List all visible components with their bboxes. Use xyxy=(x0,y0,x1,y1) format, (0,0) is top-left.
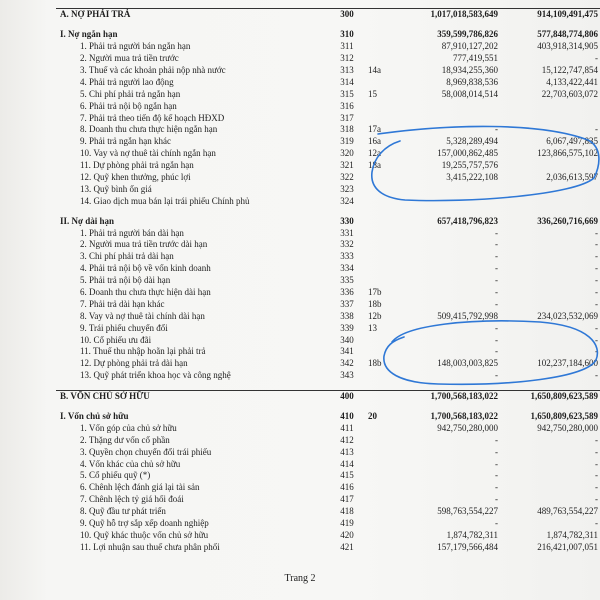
line-item-code: 341 xyxy=(340,346,354,357)
line-item-row xyxy=(56,287,600,299)
line-item-note xyxy=(366,458,404,470)
line-item-note xyxy=(366,239,404,251)
value-current-period: 8,969,838,536 xyxy=(446,76,498,87)
line-item-row xyxy=(56,482,600,494)
line-item-note xyxy=(366,41,404,53)
value-current-period: - xyxy=(495,251,498,262)
line-item-code xyxy=(328,21,366,29)
line-item-name: 11. Lợi nhuận sau thuế chưa phân phối xyxy=(80,541,220,552)
line-item-row xyxy=(56,275,600,287)
line-item-name: 13. Quỹ bình ổn giá xyxy=(80,183,152,194)
line-item-name: 6. Phải trả nội bộ ngắn hạn xyxy=(80,100,177,111)
value-prior-period: 102,237,184,600 xyxy=(537,358,598,369)
line-item-code: 323 xyxy=(340,183,354,194)
line-item-row xyxy=(56,65,600,77)
line-item-name: 11. Dự phòng phải trả ngắn hạn xyxy=(80,160,194,171)
value-prior-period: 6,067,497,835 xyxy=(546,136,598,147)
value-prior-period: - xyxy=(595,298,598,309)
line-item-name: I. Vốn chủ sở hữu xyxy=(60,411,129,421)
line-item-row xyxy=(56,148,600,160)
value-current-period xyxy=(404,21,500,29)
line-item-name: 12. Dự phòng phải trả dài hạn xyxy=(80,358,188,369)
value-prior-period: - xyxy=(595,334,598,345)
value-prior-period: - xyxy=(595,275,598,286)
value-prior-period: 2,036,613,597 xyxy=(546,171,598,182)
line-item-code: 412 xyxy=(340,434,354,445)
value-prior-period: - xyxy=(595,53,598,64)
value-current-period xyxy=(404,195,500,207)
balance-sheet-table xyxy=(56,8,600,553)
line-item-note xyxy=(366,183,404,195)
value-current-period: - xyxy=(495,434,498,445)
line-item-code: 417 xyxy=(340,494,354,505)
line-item-code: 321 xyxy=(340,160,354,171)
line-item-note xyxy=(366,530,404,542)
line-item-row xyxy=(56,88,600,100)
line-item-name: 10. Quỹ khác thuộc vốn chủ sở hữu xyxy=(80,529,209,540)
line-item-row xyxy=(56,494,600,506)
value-current-period xyxy=(404,112,500,124)
line-item-note: 18a xyxy=(368,160,381,171)
line-item-name: 1. Phải trả người bán dài hạn xyxy=(80,227,184,238)
line-item-code xyxy=(328,403,366,411)
value-current-period: - xyxy=(495,518,498,529)
value-current-period: 657,418,796,823 xyxy=(437,215,498,226)
line-item-row xyxy=(56,423,600,435)
line-item-code: 411 xyxy=(340,422,354,433)
value-current-period: - xyxy=(495,346,498,357)
value-prior-period xyxy=(500,195,600,207)
line-item-note xyxy=(366,494,404,506)
line-item-name: II. Nợ dài hạn xyxy=(60,215,115,226)
value-prior-period xyxy=(500,160,600,172)
value-current-period xyxy=(404,207,500,215)
value-current-period: - xyxy=(495,286,498,297)
line-item-note xyxy=(366,470,404,482)
value-current-period: 598,763,554,227 xyxy=(437,506,498,517)
line-item-note xyxy=(366,423,404,435)
line-item-note xyxy=(366,21,404,29)
value-current-period: - xyxy=(495,482,498,493)
line-item-code: 419 xyxy=(340,518,354,529)
page-number: Trang 2 xyxy=(284,573,316,584)
line-item-note: 12b xyxy=(368,310,382,321)
value-prior-period: - xyxy=(595,434,598,445)
line-item-code: 319 xyxy=(340,136,354,147)
value-prior-period xyxy=(500,100,600,112)
line-item-code: 413 xyxy=(340,446,354,457)
line-item-code: 339 xyxy=(340,322,354,333)
line-item-name: 1. Phải trả người bán ngắn hạn xyxy=(80,41,191,52)
line-item-name: 5. Phải trả nội bộ dài hạn xyxy=(80,275,171,286)
line-item-name: 12. Quỹ khen thưởng, phúc lợi xyxy=(80,171,191,182)
value-current-period: 5,328,289,494 xyxy=(446,136,498,147)
line-item-name: B. VỐN CHỦ SỞ HỮU xyxy=(56,390,328,402)
value-current-period: 777,419,551 xyxy=(453,53,498,64)
line-item-name: 3. Chi phí phải trả dài hạn xyxy=(80,251,174,262)
line-item-code: 340 xyxy=(340,334,354,345)
value-current-period: 942,750,280,000 xyxy=(437,422,498,433)
value-prior-period xyxy=(500,403,600,411)
value-prior-period: - xyxy=(595,263,598,274)
line-item-code: 421 xyxy=(340,541,354,552)
value-prior-period: - xyxy=(595,227,598,238)
line-item-code: 324 xyxy=(340,195,354,206)
line-item-name: 10. Cổ phiếu ưu đãi xyxy=(80,334,152,345)
value-prior-period: 4,133,422,441 xyxy=(546,76,598,87)
value-prior-period: 577,848,774,806 xyxy=(537,29,598,40)
value-current-period xyxy=(404,382,500,391)
line-item-code: 318 xyxy=(340,124,354,135)
value-prior-period: 914,109,491,475 xyxy=(500,9,600,21)
line-item-note xyxy=(366,227,404,239)
line-item-name: 6. Chênh lệch đánh giá lại tài sản xyxy=(80,482,200,493)
line-item-note: 12a xyxy=(368,148,381,159)
line-item-note xyxy=(366,370,404,382)
line-item-name: 8. Vay và nợ thuê tài chính dài hạn xyxy=(80,310,205,321)
line-item-row xyxy=(56,100,600,112)
line-item-name: 3. Quyền chọn chuyển đổi trái phiếu xyxy=(80,446,212,457)
line-item-code: 333 xyxy=(340,251,354,262)
value-prior-period: - xyxy=(595,518,598,529)
spacer-row xyxy=(56,382,600,391)
line-item-code: 315 xyxy=(340,88,354,99)
section-row xyxy=(56,29,600,41)
value-prior-period: - xyxy=(595,239,598,250)
line-item-code: 420 xyxy=(340,529,354,540)
value-prior-period: - xyxy=(595,470,598,481)
value-current-period: - xyxy=(495,334,498,345)
line-item-note: 16a xyxy=(368,136,381,147)
line-item-row xyxy=(56,458,600,470)
line-item-note: 13 xyxy=(368,322,377,333)
line-item-note xyxy=(366,263,404,275)
value-prior-period: 15,122,747,854 xyxy=(541,64,598,75)
line-item-note xyxy=(366,100,404,112)
spacer-row xyxy=(56,21,600,29)
line-item-note: 18b xyxy=(368,298,382,309)
value-current-period: 58,008,014,514 xyxy=(441,88,498,99)
value-current-period: 157,179,566,484 xyxy=(437,541,498,552)
value-current-period: 359,599,786,826 xyxy=(437,29,498,40)
value-current-period: 509,415,792,998 xyxy=(437,310,498,321)
line-item-row xyxy=(56,346,600,358)
line-item-code xyxy=(328,382,366,391)
line-item-note xyxy=(366,172,404,184)
value-prior-period xyxy=(500,382,600,391)
line-item-note xyxy=(366,446,404,458)
value-current-period: 1,017,018,583,649 xyxy=(404,9,500,21)
line-item-row xyxy=(56,172,600,184)
line-item-name xyxy=(56,403,328,411)
value-current-period: 1,874,782,311 xyxy=(446,529,498,540)
line-item-code: 316 xyxy=(340,100,354,111)
line-item-row xyxy=(56,227,600,239)
line-item-row xyxy=(56,470,600,482)
line-item-name: 3. Thuế và các khoản phải nộp nhà nước xyxy=(80,64,226,75)
line-item-note xyxy=(366,518,404,530)
value-prior-period: 942,750,280,000 xyxy=(537,422,598,433)
line-item-row xyxy=(56,446,600,458)
line-item-row xyxy=(56,263,600,275)
value-prior-period: 489,763,554,227 xyxy=(537,506,598,517)
value-current-period: 3,415,222,108 xyxy=(446,171,498,182)
line-item-row xyxy=(56,506,600,518)
line-item-name: A. NỢ PHẢI TRẢ xyxy=(56,9,328,21)
line-item-code: 322 xyxy=(340,171,354,182)
value-current-period: - xyxy=(495,494,498,505)
line-item-note: 20 xyxy=(368,411,377,421)
line-item-name: 7. Phải trả dài hạn khác xyxy=(80,298,165,309)
line-item-code: 330 xyxy=(340,215,354,226)
line-item-note xyxy=(366,390,404,402)
value-prior-period: - xyxy=(595,370,598,381)
line-item-row xyxy=(56,76,600,88)
value-current-period: 157,000,862,485 xyxy=(437,148,498,159)
value-current-period: - xyxy=(495,322,498,333)
line-item-note: 14a xyxy=(368,64,381,75)
line-item-name: 2. Thặng dư vốn cổ phần xyxy=(80,434,170,445)
line-item-code: 314 xyxy=(340,76,354,87)
line-item-name: 7. Chênh lệch tỷ giá hối đoái xyxy=(80,494,184,505)
line-item-note: 17a xyxy=(368,124,381,135)
line-item-name: 7. Phải trả theo tiến độ kế hoạch HĐXD xyxy=(80,112,225,123)
section-row xyxy=(56,390,600,402)
line-item-row xyxy=(56,239,600,251)
line-item-note xyxy=(366,434,404,446)
value-prior-period: - xyxy=(595,322,598,333)
line-item-code: 414 xyxy=(340,458,354,469)
line-item-note xyxy=(366,506,404,518)
value-current-period: 1,700,568,183,022 xyxy=(404,390,500,402)
line-item-row xyxy=(56,334,600,346)
line-item-row xyxy=(56,183,600,195)
value-prior-period: - xyxy=(595,458,598,469)
line-item-name: 9. Phải trả ngắn hạn khác xyxy=(80,136,171,147)
line-item-row xyxy=(56,298,600,310)
line-item-code: 312 xyxy=(340,53,354,64)
line-item-name: I. Nợ ngắn hạn xyxy=(60,29,118,40)
line-item-note: 15 xyxy=(368,88,377,99)
line-item-note xyxy=(366,76,404,88)
value-prior-period xyxy=(500,21,600,29)
value-current-period: - xyxy=(495,370,498,381)
value-prior-period: 123,866,575,102 xyxy=(537,148,598,159)
line-item-row xyxy=(56,310,600,322)
line-item-row xyxy=(56,112,600,124)
line-item-code: 335 xyxy=(340,275,354,286)
value-current-period: 148,003,003,825 xyxy=(437,358,498,369)
line-item-name: 8. Doanh thu chưa thực hiện ngắn hạn xyxy=(80,124,218,135)
value-prior-period: - xyxy=(595,482,598,493)
line-item-code: 311 xyxy=(340,41,354,52)
value-current-period: - xyxy=(495,227,498,238)
line-item-code: 320 xyxy=(340,148,354,159)
line-item-note xyxy=(366,207,404,215)
section-row xyxy=(56,411,600,423)
line-item-code: 410 xyxy=(340,411,354,421)
line-item-row xyxy=(56,136,600,148)
line-item-code: 400 xyxy=(328,390,366,402)
value-prior-period: - xyxy=(595,286,598,297)
line-item-note xyxy=(366,541,404,553)
line-item-row xyxy=(56,322,600,334)
value-prior-period: 1,650,809,623,589 xyxy=(500,390,600,402)
line-item-code: 331 xyxy=(340,227,354,238)
value-current-period: 19,255,757,576 xyxy=(441,160,498,171)
line-item-name: 11. Thuế thu nhập hoãn lại phải trả xyxy=(80,346,206,357)
line-item-note xyxy=(366,215,404,227)
value-prior-period: 234,023,532,069 xyxy=(537,310,598,321)
line-item-note xyxy=(366,403,404,411)
line-item-note xyxy=(366,482,404,494)
value-current-period: - xyxy=(495,298,498,309)
line-item-code: 317 xyxy=(340,112,354,123)
line-item-row xyxy=(56,195,600,207)
line-item-note xyxy=(366,382,404,391)
line-item-name: 9. Trái phiếu chuyển đổi xyxy=(80,322,168,333)
line-item-name: 9. Quỹ hỗ trợ sắp xếp doanh nghiệp xyxy=(80,518,209,529)
line-item-row xyxy=(56,53,600,65)
line-item-code: 418 xyxy=(340,506,354,517)
value-prior-period: 403,918,314,905 xyxy=(537,41,598,52)
value-current-period: - xyxy=(495,124,498,135)
line-item-code: 310 xyxy=(340,29,354,40)
line-item-code: 416 xyxy=(340,482,354,493)
value-prior-period: - xyxy=(595,251,598,262)
line-item-note: 17b xyxy=(368,286,382,297)
spacer-row xyxy=(56,207,600,215)
line-item-code: 343 xyxy=(340,370,354,381)
section-row xyxy=(56,9,600,21)
line-item-name: 5. Chi phí phải trả ngắn hạn xyxy=(80,88,181,99)
line-item-row xyxy=(56,124,600,136)
line-item-note xyxy=(366,53,404,65)
line-item-note xyxy=(366,9,404,21)
line-item-note: 18b xyxy=(368,358,382,369)
value-prior-period: - xyxy=(595,346,598,357)
line-item-code: 337 xyxy=(340,298,354,309)
line-item-code: 336 xyxy=(340,286,354,297)
line-item-row xyxy=(56,358,600,370)
line-item-name: 13. Quỹ phát triển khoa học và công nghệ xyxy=(80,370,231,381)
value-prior-period: 22,703,603,072 xyxy=(541,88,598,99)
value-current-period: - xyxy=(495,263,498,274)
section-row xyxy=(56,215,600,227)
line-item-name: 2. Người mua trả tiền trước dài hạn xyxy=(80,239,208,250)
value-prior-period xyxy=(500,112,600,124)
value-current-period: - xyxy=(495,470,498,481)
line-item-row xyxy=(56,41,600,53)
line-item-name: 2. Người mua trả tiền trước xyxy=(80,53,179,64)
line-item-name: 4. Phải trả nội bộ về vốn kinh doanh xyxy=(80,263,211,274)
value-current-period: - xyxy=(495,446,498,457)
value-current-period xyxy=(404,183,500,195)
line-item-row xyxy=(56,160,600,172)
line-item-name: 5. Cổ phiếu quỹ (*) xyxy=(80,470,151,481)
line-item-name: 1. Vốn góp của chủ sở hữu xyxy=(80,422,177,433)
balance-sheet-rows xyxy=(56,9,600,554)
value-prior-period: - xyxy=(595,494,598,505)
line-item-code: 342 xyxy=(340,358,354,369)
line-item-name: 10. Vay và nợ thuê tài chính ngắn hạn xyxy=(80,148,216,159)
spacer-row xyxy=(56,403,600,411)
line-item-note xyxy=(366,29,404,41)
line-item-name: 8. Quỹ đầu tư phát triển xyxy=(80,506,166,517)
value-current-period xyxy=(404,100,500,112)
line-item-code: 300 xyxy=(328,9,366,21)
line-item-note xyxy=(366,275,404,287)
value-current-period: - xyxy=(495,239,498,250)
line-item-code xyxy=(328,207,366,215)
line-item-name: 4. Phải trả người lao động xyxy=(80,76,174,87)
line-item-name: 14. Giao dịch mua bán lại trái phiếu Chính phủ xyxy=(80,195,250,206)
line-item-name xyxy=(56,207,328,215)
line-item-row xyxy=(56,251,600,263)
line-item-row xyxy=(56,530,600,542)
line-item-row xyxy=(56,370,600,382)
value-current-period: 1,700,568,183,022 xyxy=(430,411,498,421)
line-item-code: 334 xyxy=(340,263,354,274)
line-item-code: 313 xyxy=(340,64,354,75)
value-prior-period: 1,650,809,623,589 xyxy=(530,411,598,421)
line-item-row xyxy=(56,434,600,446)
line-item-code: 338 xyxy=(340,310,354,321)
value-current-period: - xyxy=(495,275,498,286)
line-item-note xyxy=(366,334,404,346)
value-prior-period xyxy=(500,207,600,215)
value-current-period: 87,910,127,202 xyxy=(441,41,498,52)
value-prior-period: - xyxy=(595,124,598,135)
line-item-code: 415 xyxy=(340,470,354,481)
line-item-note xyxy=(366,251,404,263)
value-current-period: - xyxy=(495,458,498,469)
value-prior-period: - xyxy=(595,446,598,457)
line-item-note xyxy=(366,195,404,207)
line-item-name xyxy=(56,21,328,29)
value-current-period xyxy=(404,403,500,411)
line-item-note xyxy=(366,346,404,358)
line-item-row xyxy=(56,541,600,553)
line-item-note xyxy=(366,112,404,124)
value-current-period: 18,934,255,360 xyxy=(441,64,498,75)
value-prior-period: 1,874,782,311 xyxy=(546,529,598,540)
value-prior-period: 336,260,716,669 xyxy=(537,215,598,226)
line-item-name: 6. Doanh thu chưa thực hiện dài hạn xyxy=(80,286,211,297)
line-item-row xyxy=(56,518,600,530)
line-item-name xyxy=(56,382,328,391)
value-prior-period: 216,421,007,051 xyxy=(537,541,598,552)
value-prior-period xyxy=(500,183,600,195)
line-item-code: 332 xyxy=(340,239,354,250)
line-item-name: 4. Vốn khác của chủ sở hữu xyxy=(80,458,181,469)
